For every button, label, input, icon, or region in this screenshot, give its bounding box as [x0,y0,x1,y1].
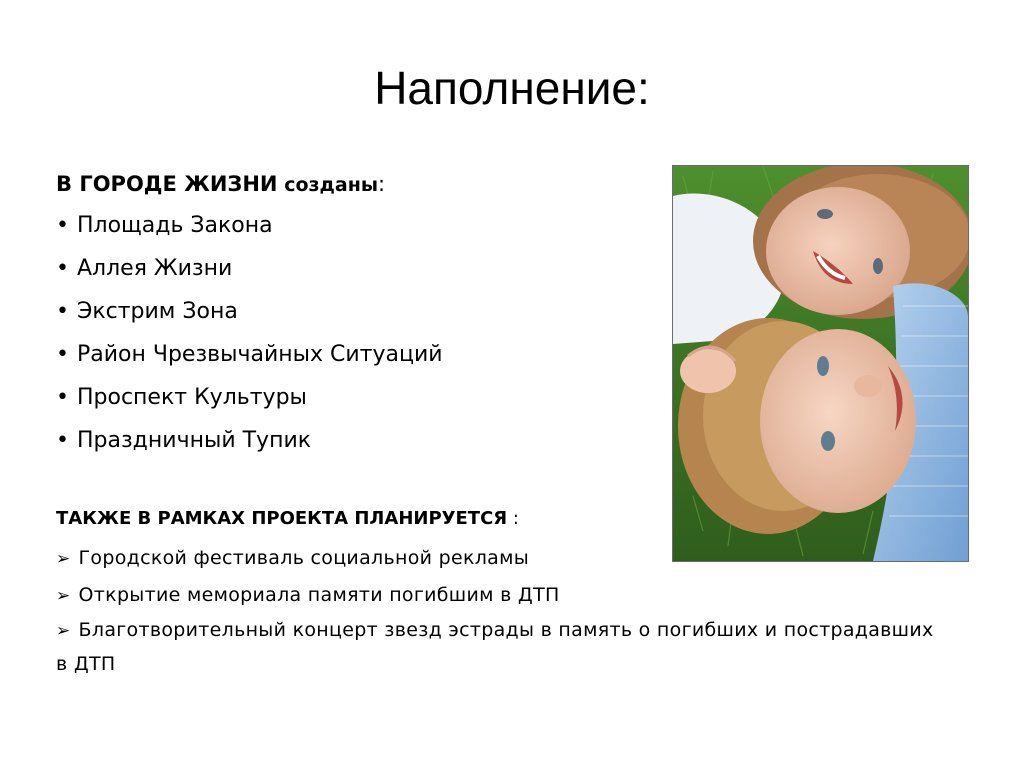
arrow-bullet-icon: ➢ [56,621,71,641]
bullet-icon: • [56,299,69,324]
arrow-bullet-icon: ➢ [56,549,71,569]
bullet-icon: • [56,256,69,281]
plan-section-heading [56,502,519,536]
list-item-label: Проспект Культуры [76,385,307,410]
arrow-bullet-icon: ➢ [56,586,71,606]
plan-heading-bold: ТАКЖЕ В РАМКАХ ПРОЕКТА ПЛАНИРУЕТСЯ [56,508,508,529]
list-item [56,577,936,614]
list-item-label: Благотворительный концерт звезд эстрады в память о погибших и пострадавших в ДТП [56,619,934,675]
plan-heading-suffix: : [507,508,519,529]
bullet-icon: • [56,428,69,453]
bullet-icon: • [56,342,69,367]
list-item-label: Открытие мемориала памяти погибшим в ДТП [78,584,560,606]
list-item-label: Экстрим Зона [76,299,238,324]
city-heading-colon: : [378,172,386,196]
list-item [56,614,936,681]
list-item-label: Район Чрезвычайных Ситуаций [76,342,443,367]
bullet-icon: • [56,213,69,238]
slide-title: Наполнение: [374,62,650,114]
list-item-label: Аллея Жизни [76,256,233,281]
photo-of-two-smiling-children-lying-on-grass-icon [673,166,968,561]
list-item-label: Городской фестиваль социальной рекламы [78,547,530,569]
bullet-icon: • [56,385,69,410]
list-item-label: Праздничный Тупик [76,428,312,453]
children-photo [672,165,969,562]
city-heading-small: созданы [284,174,379,196]
city-heading-bold: В ГОРОДЕ ЖИЗНИ [56,172,278,196]
list-item-label: Площадь Закона [76,213,273,238]
